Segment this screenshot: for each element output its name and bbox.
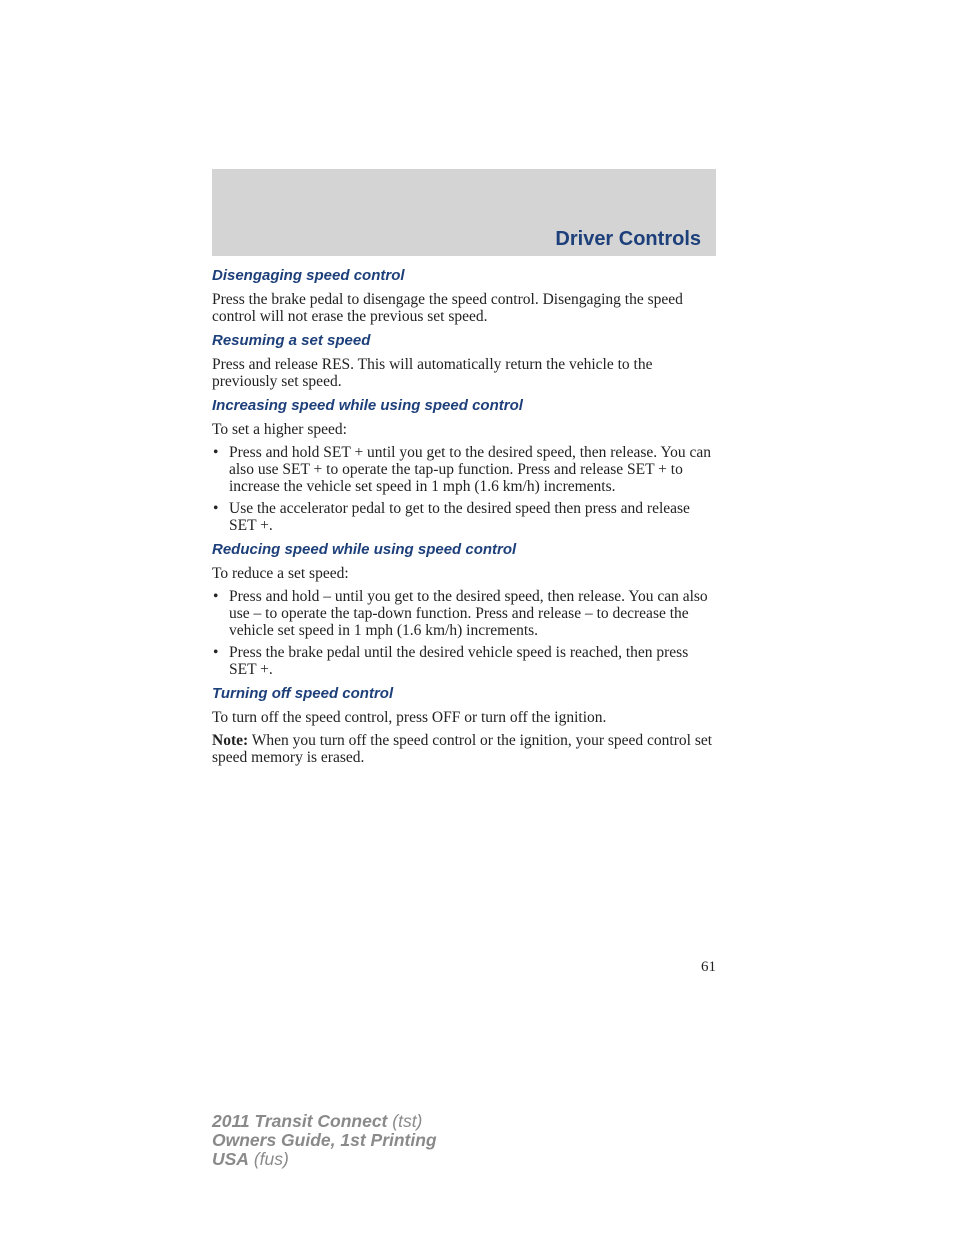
note-text: When you turn off the speed control or the ignition, your speed control set speed memory is erased. <box>212 732 713 766</box>
footer-printing: Owners Guide, 1st Printing <box>212 1130 437 1150</box>
footer-market-code: (fus) <box>248 1149 289 1169</box>
page-number: 61 <box>701 959 716 975</box>
heading-turning-off: Turning off speed control <box>212 685 394 702</box>
section-header-band <box>212 169 716 256</box>
list-reducing <box>212 588 716 678</box>
page-content <box>212 266 716 772</box>
footer-market: USA <box>212 1149 249 1169</box>
heading-disengaging: Disengaging speed control <box>212 267 405 284</box>
heading-increasing: Increasing speed while using speed control <box>212 397 523 414</box>
intro-increasing: To set a higher speed: <box>212 421 347 438</box>
footer-line-model <box>212 1112 437 1131</box>
footer-model: 2011 Transit Connect <box>212 1111 388 1131</box>
intro-reducing: To reduce a set speed: <box>212 565 349 582</box>
paragraph-disengaging: Press the brake pedal to disengage the speed control. Disengaging the speed control will not erase the previous set speed. <box>212 291 683 325</box>
list-item: • Press and hold SET + until you get to the desired speed, then release. You can also use SET + to operate the tap-up function. Press and release SET + to increase the vehicle set speed in 1 mph (1.6 km/h) increments. <box>212 444 716 495</box>
list-item: • Press and hold – until you get to the desired speed, then release. You can also use – to operate the tap-down function. Press and release – to decrease the vehicle set speed in 1 mph (1.6 km/h) increments. <box>212 588 716 639</box>
list-increasing <box>212 444 716 534</box>
list-item: • Use the accelerator pedal to get to the desired speed then press and release SET +. <box>212 500 716 534</box>
note-label: Note: <box>212 732 249 749</box>
note-paragraph <box>212 732 716 766</box>
footer-line-market <box>212 1150 437 1169</box>
section-title: Driver Controls <box>555 228 701 250</box>
footer-line-printing <box>212 1131 437 1150</box>
heading-resuming: Resuming a set speed <box>212 332 371 349</box>
paragraph-resuming: Press and release RES. This will automatically return the vehicle to the previously set speed. <box>212 356 653 390</box>
footer-model-code: (tst) <box>387 1111 423 1131</box>
footer-edition <box>212 1112 437 1169</box>
heading-reducing: Reducing speed while using speed control <box>212 541 517 558</box>
list-item: • Press the brake pedal until the desired vehicle speed is reached, then press SET +. <box>212 644 716 678</box>
paragraph-turning-off: To turn off the speed control, press OFF or turn off the ignition. <box>212 709 607 726</box>
